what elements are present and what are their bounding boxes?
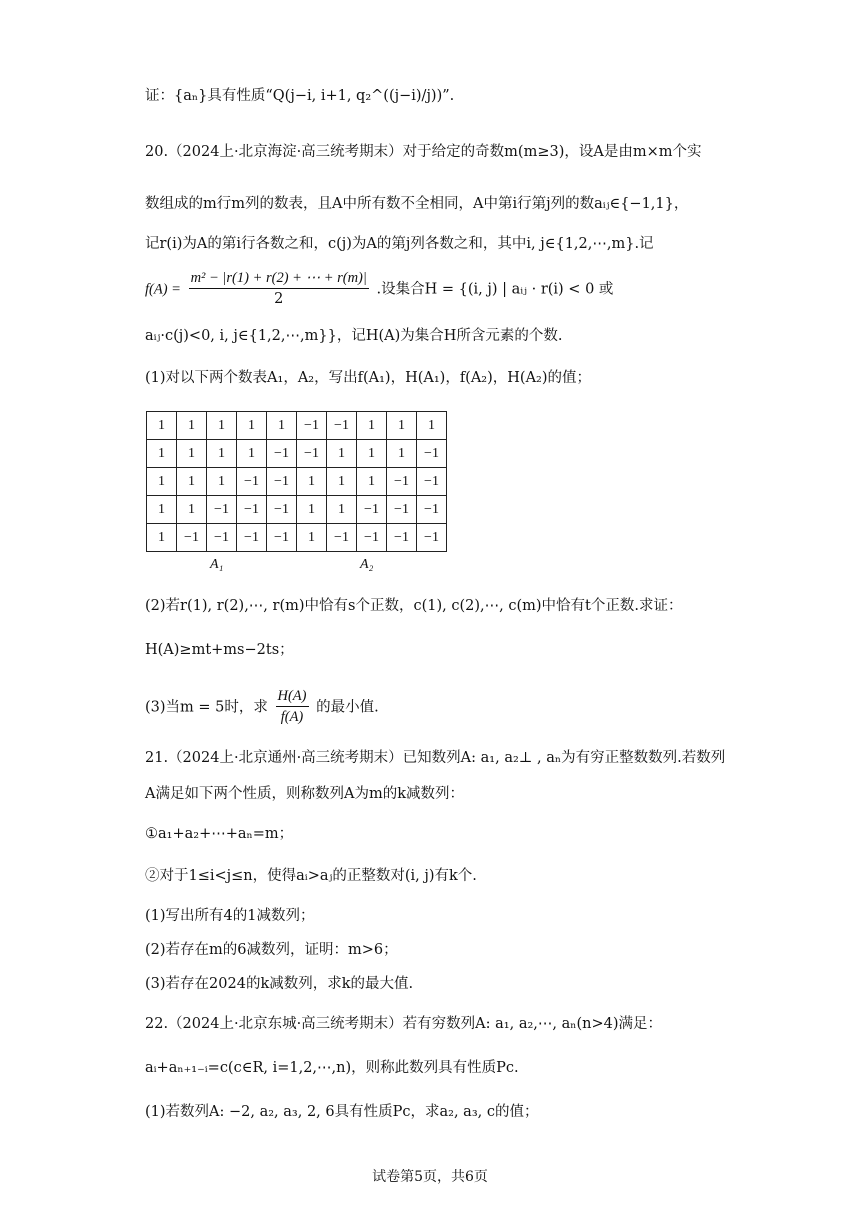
table-cell: −1 xyxy=(237,524,267,552)
f-lhs: f(A) = xyxy=(145,281,181,298)
table-row xyxy=(297,440,447,468)
table-row xyxy=(297,412,447,440)
q3-numerator: H(A) xyxy=(276,688,309,707)
table-cell: −1 xyxy=(357,496,387,524)
text-line: H(A)≥mt+ms−2ts； xyxy=(145,642,294,658)
table-cell: −1 xyxy=(327,524,357,552)
table-cell: 1 xyxy=(297,496,327,524)
q3-prefix: (3)当m = 5时，求 xyxy=(145,699,268,716)
table-cell: 1 xyxy=(387,412,417,440)
text-line: 记r(i)为A的第i行各数之和，c(j)为A的第j列各数之和，其中i, j∈{1,2,⋯,m}.记 xyxy=(145,236,654,252)
text-line: 数组成的m行m列的数表，且A中所有数不全相同，A中第i行第j列的数aᵢⱼ∈{−1,1}， xyxy=(145,196,689,212)
text-line: (2)若存在m的6减数列，证明：m>6； xyxy=(145,942,398,958)
table-cell: 1 xyxy=(207,468,237,496)
table-cell: −1 xyxy=(267,524,297,552)
f-numerator: m² − |r(1) + r(2) + ⋯ + r(m)| xyxy=(189,270,369,289)
q3-denominator: f(A) xyxy=(280,709,304,726)
table-cell: 1 xyxy=(237,440,267,468)
table-cell: −1 xyxy=(207,496,237,524)
problem-20-heading: 20.（2024上·北京海淀·高三统考期末）对于给定的奇数m(m≥3)，设A是由m×m个实 xyxy=(145,144,702,160)
table-cell: −1 xyxy=(207,524,237,552)
table-row xyxy=(147,468,297,496)
table-cell: 1 xyxy=(417,412,447,440)
text-line: (1)写出所有4的1减数列； xyxy=(145,908,315,924)
table-cell: 1 xyxy=(207,412,237,440)
table-row xyxy=(147,524,297,552)
question-2: (2)若r(1), r(2),⋯, r(m)中恰有s个正数，c(1), c(2),⋯, c(m)中恰有t个正数.求证： xyxy=(145,598,683,614)
table-cell: 1 xyxy=(357,468,387,496)
table-cell: −1 xyxy=(357,524,387,552)
table-cell: −1 xyxy=(237,496,267,524)
question-1: (1)对以下两个数表A₁，A₂，写出f(A₁)，H(A₁)，f(A₂)，H(A₂)的值； xyxy=(145,370,592,386)
table-row xyxy=(147,496,297,524)
table-cell: 1 xyxy=(267,412,297,440)
question-3 xyxy=(145,688,379,727)
table-cell: −1 xyxy=(417,524,447,552)
table-cell: −1 xyxy=(237,468,267,496)
table-cell: −1 xyxy=(297,412,327,440)
text-line: 证：{aₙ}具有性质“Q(j−i, i+1, q₂^((j−i)/j))”. xyxy=(145,88,455,104)
text-line: (1)若数列A: −2, a₂, a₃, 2, 6具有性质Pc，求a₂, a₃, c的值； xyxy=(145,1104,539,1120)
table-cell: −1 xyxy=(177,524,207,552)
table-cell: −1 xyxy=(387,496,417,524)
table-row xyxy=(297,496,447,524)
q3-suffix: 的最小值. xyxy=(316,699,379,716)
text-line: (3)若存在2024的k减数列，求k的最大值. xyxy=(145,976,414,992)
table-a1 xyxy=(146,411,297,552)
set-h-definition: .设集合H = {(i, j) | aᵢⱼ · r(i) < 0 或 xyxy=(376,281,614,298)
table-cell: 1 xyxy=(147,412,177,440)
table-cell: 1 xyxy=(177,468,207,496)
f-fraction xyxy=(189,270,369,309)
table-cell: 1 xyxy=(327,468,357,496)
page-footer: 试卷第5页，共6页 xyxy=(372,1169,488,1185)
f-definition xyxy=(145,270,613,309)
text-line: aᵢ+aₙ₊₁₋ᵢ=c(c∈R, i=1,2,⋯,n)，则称此数列具有性质Pc. xyxy=(145,1060,519,1076)
table-cell: 1 xyxy=(177,440,207,468)
table-cell: 1 xyxy=(357,440,387,468)
text-line: ①a₁+a₂+⋯+aₙ=m； xyxy=(145,826,294,842)
table-cell: 1 xyxy=(147,496,177,524)
table-cell: −1 xyxy=(267,468,297,496)
table-cell: 1 xyxy=(357,412,387,440)
table-cell: −1 xyxy=(267,496,297,524)
table-cell: 1 xyxy=(147,440,177,468)
text-line: A满足如下两个性质，则称数列A为m的k减数列： xyxy=(145,786,464,802)
table-row xyxy=(147,412,297,440)
table-row xyxy=(147,440,297,468)
text-line: aᵢⱼ·c(j)<0, i, j∈{1,2,⋯,m}}，记H(A)为集合H所含元素的个数. xyxy=(145,328,563,344)
table-cell: 1 xyxy=(237,412,267,440)
table-cell: −1 xyxy=(387,468,417,496)
table-cell: 1 xyxy=(177,412,207,440)
table-cell: −1 xyxy=(417,496,447,524)
table-row xyxy=(297,524,447,552)
table-cell: 1 xyxy=(297,468,327,496)
table-row xyxy=(297,468,447,496)
table-cell: 1 xyxy=(327,496,357,524)
problem-22-heading: 22.（2024上·北京东城·高三统考期末）若有穷数列A: a₁, a₂,⋯, aₙ(n>4)满足： xyxy=(145,1016,663,1032)
table-cell: −1 xyxy=(387,524,417,552)
table-cell: −1 xyxy=(417,440,447,468)
table-a2 xyxy=(296,411,447,552)
table-cell: 1 xyxy=(207,440,237,468)
problem-21-heading: 21.（2024上·北京通州·高三统考期末）已知数列A: a₁, a₂⊥ , aₙ为有穷正整数数列.若数列 xyxy=(145,750,726,766)
f-denominator: 2 xyxy=(274,291,284,308)
q3-fraction xyxy=(276,688,309,727)
text-line: ②对于1≤i<j≤n，使得aᵢ>aⱼ的正整数对(i, j)有k个. xyxy=(145,868,477,884)
table-cell: −1 xyxy=(267,440,297,468)
table-cell: 1 xyxy=(327,440,357,468)
table-cell: 1 xyxy=(147,468,177,496)
table-cell: 1 xyxy=(297,524,327,552)
table-a2-label: A₂ xyxy=(360,557,374,572)
table-cell: 1 xyxy=(177,496,207,524)
table-cell: 1 xyxy=(387,440,417,468)
table-cell: −1 xyxy=(297,440,327,468)
table-cell: −1 xyxy=(327,412,357,440)
table-a1-label: A₁ xyxy=(210,557,224,572)
table-cell: 1 xyxy=(147,524,177,552)
table-cell: −1 xyxy=(417,468,447,496)
